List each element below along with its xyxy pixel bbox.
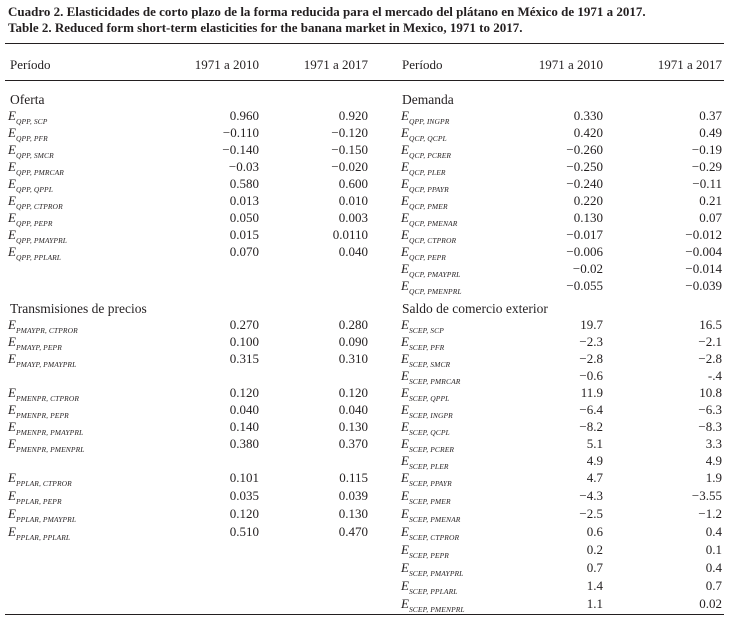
value-1971-2017: −0.120 [331, 125, 368, 140]
row-label [401, 227, 456, 244]
value-1971-2010: −0.260 [566, 142, 603, 157]
value-1971-2017: −0.004 [685, 244, 722, 259]
value-1971-2017: 3.3 [705, 436, 722, 451]
elasticity-symbol: E [8, 436, 16, 451]
value-1971-2017: 0.310 [338, 351, 368, 366]
elasticity-symbol: E [8, 193, 16, 208]
row-label [8, 402, 69, 419]
elasticity-subscript: SCEP, CTPROR [408, 533, 460, 542]
row-label [401, 334, 444, 351]
value-1971-2010: −0.017 [566, 227, 603, 242]
elasticity-subscript: QCP, PMAYPRL [408, 270, 461, 279]
elasticity-subscript: QPP, CTPROR [15, 202, 63, 211]
elasticity-subscript: SCEP, PMENPRL [408, 605, 465, 614]
row-label [401, 596, 465, 613]
elasticity-subscript: PMENPR, CTPROR [15, 394, 80, 403]
elasticity-symbol: E [8, 351, 16, 366]
elasticity-symbol: E [8, 317, 16, 332]
elasticity-symbol: E [8, 385, 16, 400]
elasticity-symbol: E [401, 368, 409, 383]
elasticity-symbol: E [401, 108, 409, 123]
elasticity-subscript: PPLAR, CTPROR [15, 479, 72, 488]
value-1971-2017: 0.49 [699, 125, 722, 140]
value-1971-2017: 10.8 [699, 385, 722, 400]
value-1971-2017: 0.039 [338, 488, 368, 503]
elasticity-subscript: QCP, PLER [408, 168, 446, 177]
elasticity-subscript: QCP, QCPL [408, 134, 447, 143]
elasticity-subscript: SCEP, SMCR [408, 360, 451, 369]
value-1971-2017: 0.470 [338, 524, 368, 539]
value-1971-2010: −0.250 [566, 159, 603, 174]
row-label [401, 142, 451, 159]
elasticity-symbol: E [8, 125, 16, 140]
row-label [401, 159, 446, 176]
row-label [401, 453, 449, 470]
elasticity-symbol: E [8, 159, 16, 174]
value-1971-2010: 0.120 [229, 506, 259, 521]
row-label [8, 159, 64, 176]
value-1971-2010: 0.380 [229, 436, 259, 451]
value-1971-2017: 0.010 [338, 193, 368, 208]
value-1971-2010: 0.015 [229, 227, 259, 242]
elasticity-subscript: PPLAR, PEPR [15, 497, 62, 506]
row-label [8, 125, 48, 142]
row-label [401, 108, 449, 125]
row-label [401, 419, 450, 436]
row-label [401, 125, 447, 142]
elasticity-symbol: E [401, 470, 409, 485]
value-1971-2017: 0.130 [338, 506, 368, 521]
value-1971-2017: 0.040 [338, 402, 368, 417]
row-label [401, 470, 452, 487]
value-1971-2010: 0.120 [229, 385, 259, 400]
row-label [8, 227, 67, 244]
elasticity-symbol: E [401, 453, 409, 468]
elasticity-symbol: E [401, 193, 409, 208]
elasticity-symbol: E [401, 176, 409, 191]
elasticity-symbol: E [401, 159, 409, 174]
row-label [401, 542, 449, 559]
elasticity-subscript: SCEP, SCP [408, 326, 444, 335]
elasticity-symbol: E [8, 419, 16, 434]
value-1971-2010: 0.960 [229, 108, 259, 123]
value-1971-2010: −0.110 [222, 125, 259, 140]
row-label [401, 244, 446, 261]
value-1971-2010: 0.035 [229, 488, 259, 503]
value-1971-2010: 0.270 [229, 317, 259, 332]
row-label [8, 470, 72, 487]
row-label [8, 385, 79, 402]
value-1971-2010: −0.02 [572, 261, 603, 276]
elasticity-subscript: SCEP, PMRCAR [408, 377, 461, 386]
value-1971-2017: 0.4 [705, 560, 722, 575]
value-1971-2017: 0.003 [338, 210, 368, 225]
value-1971-2010: 11.9 [580, 385, 603, 400]
table-caption-en: Table 2. Reduced form short-term elasticities for the banana market in Mexico, 1971 to 2017. [8, 20, 523, 35]
value-1971-2010: −4.3 [579, 488, 603, 503]
elasticity-subscript: QCP, PCRER [408, 151, 452, 160]
top-rule [5, 43, 724, 44]
section-title-right: Saldo de comercio exterior [402, 301, 548, 316]
elasticity-subscript: SCEP, QPPL [408, 394, 450, 403]
value-1971-2010: 1.4 [586, 578, 603, 593]
elasticity-subscript: QPP, PMAYPRL [15, 236, 68, 245]
left-header-2010: 1971 a 2010 [194, 57, 259, 72]
value-1971-2017: −0.150 [331, 142, 368, 157]
elasticity-subscript: PMAYP, PMAYPRL [15, 360, 77, 369]
section-title-left: Oferta [10, 92, 45, 107]
row-label [8, 351, 76, 368]
value-1971-2010: 0.330 [573, 108, 603, 123]
value-1971-2017: −0.29 [691, 159, 722, 174]
value-1971-2017: 0.040 [338, 244, 368, 259]
value-1971-2010: 0.420 [573, 125, 603, 140]
value-1971-2010: −0.6 [579, 368, 603, 383]
value-1971-2010: −8.2 [579, 419, 603, 434]
value-1971-2010: 0.7 [586, 560, 603, 575]
elasticity-subscript: PMENPR, PMENPRL [15, 445, 85, 454]
row-label [401, 506, 460, 523]
elasticity-symbol: E [401, 524, 409, 539]
elasticity-symbol: E [8, 524, 16, 539]
elasticity-symbol: E [8, 244, 16, 259]
elasticity-subscript: QPP, INGPR [408, 117, 450, 126]
value-1971-2017: 0.21 [699, 193, 722, 208]
elasticity-symbol: E [8, 210, 16, 225]
elasticity-subscript: SCEP, PPLARL [408, 587, 458, 596]
elasticity-symbol: E [401, 419, 409, 434]
elasticity-subscript: SCEP, PEPR [408, 551, 449, 560]
row-label [8, 317, 78, 334]
value-1971-2017: 0.370 [338, 436, 368, 451]
elasticity-symbol: E [401, 278, 409, 293]
value-1971-2010: 0.050 [229, 210, 259, 225]
row-label [401, 261, 460, 278]
row-label [8, 419, 83, 436]
value-1971-2017: 1.9 [705, 470, 722, 485]
bottom-rule [5, 614, 724, 615]
elasticity-symbol: E [401, 560, 409, 575]
right-header-2010: 1971 a 2010 [538, 57, 603, 72]
value-1971-2010: 0.130 [573, 210, 603, 225]
elasticity-symbol: E [401, 596, 409, 611]
row-label [401, 436, 454, 453]
row-label [401, 385, 449, 402]
section-title-left: Transmisiones de precios [10, 301, 147, 316]
left-header-2017: 1971 a 2017 [303, 57, 368, 72]
elasticity-symbol: E [8, 176, 16, 191]
elasticity-symbol: E [401, 436, 409, 451]
elasticity-subscript: QPP, PEPR [15, 219, 53, 228]
elasticity-symbol: E [401, 261, 409, 276]
value-1971-2010: 0.510 [229, 524, 259, 539]
row-label [401, 402, 453, 419]
row-label [8, 488, 62, 505]
section-title-right: Demanda [402, 92, 454, 107]
elasticity-subscript: QCP, PMER [408, 202, 448, 211]
elasticity-symbol: E [401, 334, 409, 349]
row-label [8, 210, 53, 227]
elasticity-symbol: E [8, 108, 16, 123]
elasticity-symbol: E [401, 210, 409, 225]
table-caption-es: Cuadro 2. Elasticidades de corto plazo de la forma reducida para el mercado del plátano en México de 1971 a 2017. [8, 4, 646, 19]
elasticity-subscript: QPP, SMCR [15, 151, 54, 160]
value-1971-2010: 0.315 [229, 351, 259, 366]
row-label [401, 368, 460, 385]
elasticity-subscript: SCEP, PPAYR [408, 479, 452, 488]
value-1971-2017: 0.7 [705, 578, 722, 593]
value-1971-2010: −6.4 [579, 402, 603, 417]
elasticity-symbol: E [8, 402, 16, 417]
row-label [8, 436, 85, 453]
elasticity-symbol: E [401, 351, 409, 366]
right-header-period: Período [402, 57, 443, 72]
value-1971-2017: 0.090 [338, 334, 368, 349]
right-header-2017: 1971 a 2017 [657, 57, 722, 72]
value-1971-2017: −0.012 [685, 227, 722, 242]
value-1971-2010: −0.03 [228, 159, 259, 174]
value-1971-2010: 0.013 [229, 193, 259, 208]
row-label [8, 506, 76, 523]
elasticity-symbol: E [8, 470, 16, 485]
value-1971-2010: 0.040 [229, 402, 259, 417]
value-1971-2017: 16.5 [699, 317, 722, 332]
elasticity-subscript: SCEP, PCRER [408, 445, 455, 454]
value-1971-2017: −0.020 [331, 159, 368, 174]
elasticity-symbol: E [401, 244, 409, 259]
elasticity-symbol: E [8, 334, 16, 349]
value-1971-2017: −8.3 [698, 419, 722, 434]
value-1971-2010: 0.580 [229, 176, 259, 191]
value-1971-2010: 19.7 [580, 317, 603, 332]
elasticity-symbol: E [401, 578, 409, 593]
value-1971-2017: −6.3 [698, 402, 722, 417]
value-1971-2010: 0.101 [229, 470, 259, 485]
value-1971-2010: −2.8 [579, 351, 603, 366]
value-1971-2017: 0.920 [338, 108, 368, 123]
row-label [401, 210, 457, 227]
value-1971-2010: 5.1 [586, 436, 603, 451]
row-label [8, 176, 53, 193]
elasticity-subscript: PPLAR, PPLARL [15, 533, 71, 542]
value-1971-2010: 4.9 [586, 453, 603, 468]
elasticity-subscript: SCEP, QCPL [408, 428, 450, 437]
value-1971-2017: −0.039 [685, 278, 722, 293]
value-1971-2017: 0.0110 [332, 227, 368, 242]
header-rule [5, 80, 724, 81]
elasticity-subscript: SCEP, PMENAR [408, 515, 461, 524]
elasticity-symbol: E [401, 125, 409, 140]
value-1971-2010: 0.220 [573, 193, 603, 208]
elasticity-subscript: QPP, PPLARL [15, 253, 62, 262]
value-1971-2010: −2.5 [579, 506, 603, 521]
elasticity-subscript: PMAYP, PEPR [15, 343, 62, 352]
value-1971-2010: −0.140 [222, 142, 259, 157]
elasticity-symbol: E [401, 542, 409, 557]
elasticity-subscript: PMAYPR, CTPROR [15, 326, 78, 335]
elasticity-subscript: SCEP, INGPR [408, 411, 453, 420]
elasticity-subscript: QCP, PEPR [408, 253, 446, 262]
row-label [401, 578, 458, 595]
elasticity-subscript: QCP, PMENAR [408, 219, 458, 228]
value-1971-2017: −0.014 [685, 261, 722, 276]
elasticity-subscript: QCP, CTPROR [408, 236, 457, 245]
row-label [8, 142, 54, 159]
value-1971-2017: 0.07 [699, 210, 722, 225]
elasticity-subscript: SCEP, PMAYPRL [408, 569, 464, 578]
value-1971-2010: 0.100 [229, 334, 259, 349]
elasticity-symbol: E [401, 488, 409, 503]
elasticity-symbol: E [8, 142, 16, 157]
elasticity-subscript: QCP, PPAYR [408, 185, 449, 194]
row-label [401, 351, 450, 368]
value-1971-2010: −0.006 [566, 244, 603, 259]
elasticity-subscript: PMENPR, PMAYPRL [15, 428, 84, 437]
elasticity-subscript: SCEP, PFR [408, 343, 445, 352]
value-1971-2010: 0.6 [586, 524, 603, 539]
row-label [401, 560, 463, 577]
value-1971-2017: 0.600 [338, 176, 368, 191]
value-1971-2017: -.4 [707, 368, 722, 383]
elasticity-subscript: SCEP, PMER [408, 497, 451, 506]
value-1971-2017: 0.130 [338, 419, 368, 434]
row-label [8, 334, 62, 351]
value-1971-2010: −2.3 [579, 334, 603, 349]
value-1971-2017: 0.115 [339, 470, 368, 485]
value-1971-2010: 0.2 [586, 542, 603, 557]
elasticity-symbol: E [401, 142, 409, 157]
value-1971-2010: 1.1 [586, 596, 603, 611]
value-1971-2017: −0.11 [692, 176, 722, 191]
elasticity-symbol: E [401, 385, 409, 400]
elasticity-subscript: QPP, PMRCAR [15, 168, 64, 177]
elasticity-symbol: E [8, 227, 16, 242]
elasticity-symbol: E [401, 227, 409, 242]
elasticity-symbol: E [8, 506, 16, 521]
elasticity-symbol: E [8, 488, 16, 503]
elasticity-subscript: QPP, PFR [15, 134, 48, 143]
elasticity-symbol: E [401, 506, 409, 521]
row-label [401, 524, 459, 541]
value-1971-2017: 0.120 [338, 385, 368, 400]
elasticity-subscript: PMENPR, PEPR [15, 411, 69, 420]
value-1971-2010: −0.240 [566, 176, 603, 191]
value-1971-2017: −0.19 [691, 142, 722, 157]
elasticity-symbol: E [401, 402, 409, 417]
value-1971-2017: −3.55 [691, 488, 722, 503]
elasticity-subscript: QPP, QPPL [15, 185, 53, 194]
value-1971-2010: −0.055 [566, 278, 603, 293]
value-1971-2017: 0.37 [699, 108, 722, 123]
value-1971-2017: −1.2 [698, 506, 722, 521]
row-label [8, 108, 47, 125]
row-label [401, 317, 444, 334]
value-1971-2010: 0.140 [229, 419, 259, 434]
row-label [8, 524, 70, 541]
elasticity-symbol: E [401, 317, 409, 332]
row-label [8, 244, 61, 261]
value-1971-2017: 4.9 [705, 453, 722, 468]
row-label [401, 176, 449, 193]
row-label [401, 193, 448, 210]
value-1971-2010: 4.7 [586, 470, 603, 485]
row-label [8, 193, 63, 210]
elasticity-subscript: QPP, SCP [15, 117, 48, 126]
elasticity-subscript: PPLAR, PMAYPRL [15, 515, 77, 524]
row-label [401, 278, 462, 295]
value-1971-2017: 0.02 [699, 596, 722, 611]
value-1971-2017: −2.1 [698, 334, 722, 349]
value-1971-2010: 0.070 [229, 244, 259, 259]
value-1971-2017: 0.1 [705, 542, 722, 557]
value-1971-2017: −2.8 [698, 351, 722, 366]
row-label [401, 488, 451, 505]
elasticity-subscript: QCP, PMENPRL [408, 287, 462, 296]
left-header-period: Período [10, 57, 51, 72]
value-1971-2017: 0.4 [705, 524, 722, 539]
value-1971-2017: 0.280 [338, 317, 368, 332]
elasticity-subscript: SCEP, PLER [408, 462, 449, 471]
